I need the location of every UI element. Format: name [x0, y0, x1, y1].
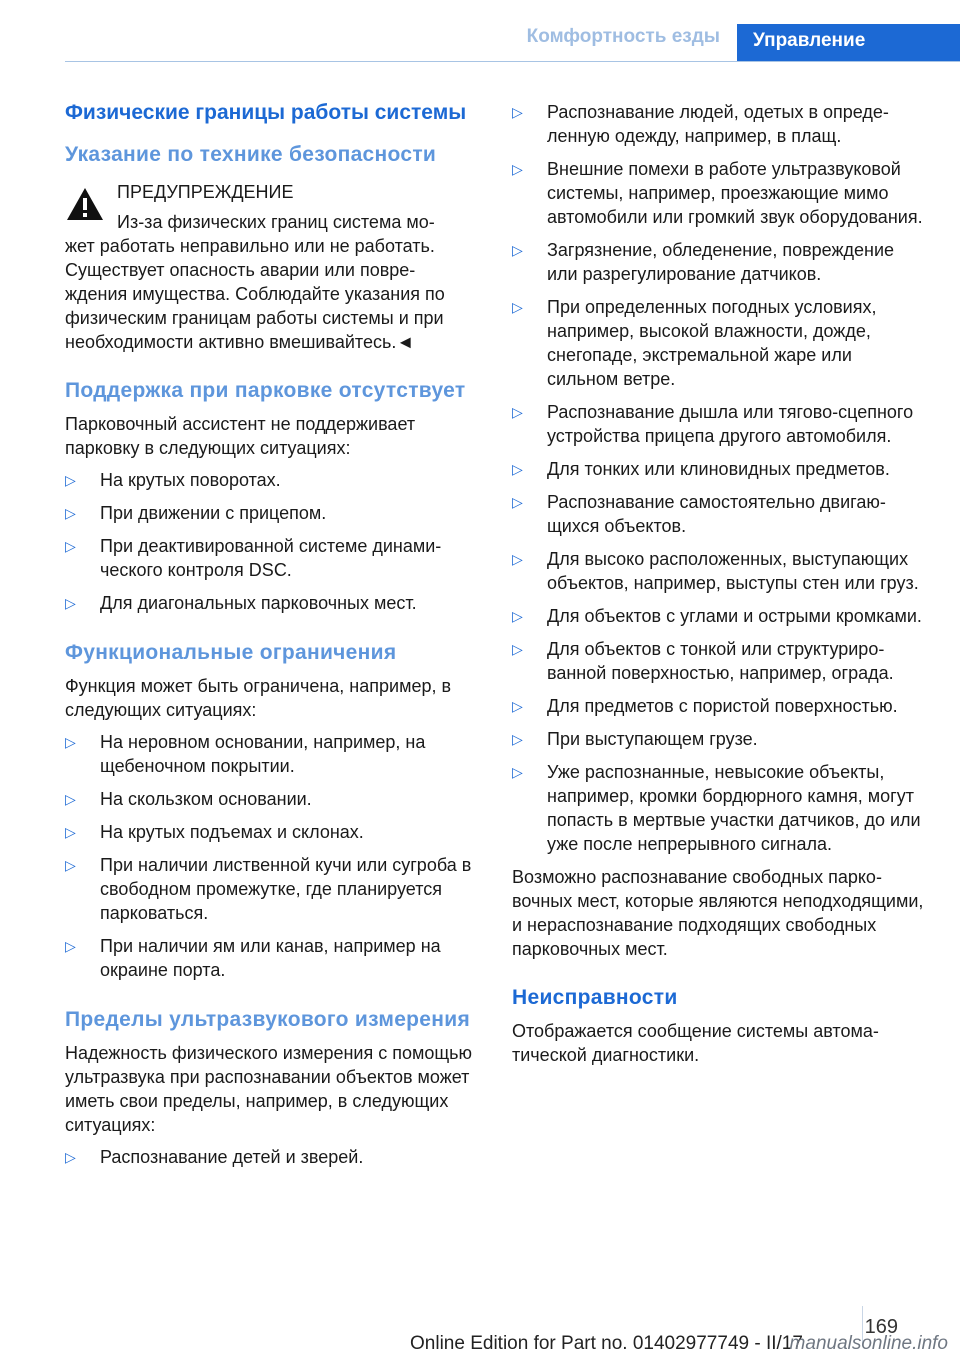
page-number: 169 [864, 1316, 898, 1338]
functional-intro: Функция может быть ограничена, например, в следующих ситуациях: [65, 676, 452, 720]
ultrasonic-intro: Надежность физического измерения с помощью ультразвука при распознавании объектов может иметь свои пределы, например, в следующих ситуациях: [65, 1043, 473, 1135]
warning-line: Из-за физических границ система мо- [117, 212, 435, 232]
list-item: ▷ При выступающем грузе. [512, 729, 758, 749]
functional-list [65, 730, 480, 982]
list-item: ▷ На крутых поворотах. [65, 470, 281, 490]
list-item: ▷ Распознавание детей и зверей. [65, 1147, 364, 1167]
list-item: ▷ На скользком основании. [65, 789, 312, 809]
section-title: Комфортность езды [526, 26, 720, 47]
list-item: ▷ Распознавание самостоятельно двигающихся объектов. [512, 492, 886, 536]
parking-list [65, 468, 480, 615]
list-item: ▷ При наличии ям или канав, например на окраине порта. [65, 936, 441, 980]
list-item: ▷ Загрязнение, обледенение, повреждение или разрегулирование датчиков. [512, 240, 895, 284]
bullet-triangle-icon: ▷ [65, 857, 76, 873]
bullet-triangle-icon: ▷ [512, 608, 523, 624]
bullet-triangle-icon: ▷ [512, 551, 523, 567]
heading-ultrasonic-limits: Пределы ультразвукового измерения [65, 1008, 471, 1031]
list-item: ▷ Для тонких или клиновидных предметов. [512, 459, 890, 479]
list-item: ▷ Уже распознанные, невысокие объекты, например, кромки бордюрного камня, могут попасть в мертвые участки датчиков, до или уже после непрерывного сигнала. [512, 762, 921, 854]
list-item: ▷ На неровном основании, например, на щебеночном покрытии. [65, 732, 426, 776]
list-item: ▷ Распознавание людей, одетых в определенную одежду, например, в плащ. [512, 102, 889, 146]
list-item: ▷ Для предметов с пористой поверхностью. [512, 696, 898, 716]
chapter-tab: Управление [737, 24, 960, 62]
list-item: ▷ При определенных погодных условиях, например, высокой влажности, дожде, снегопаде, экстремальной жаре или сильном ветре. [512, 297, 877, 389]
right-column [512, 100, 927, 1067]
bullet-triangle-icon: ▷ [65, 938, 76, 954]
warning-block [65, 180, 480, 354]
header-rule [65, 61, 960, 62]
bullet-triangle-icon: ▷ [65, 824, 76, 840]
warning-line: Существует опасность аварии или повре- [65, 260, 416, 280]
warning-line: жет работать неправильно или не работать. [65, 236, 435, 256]
bullet-triangle-icon: ▷ [512, 641, 523, 657]
watermark: manualsonline.info [789, 1333, 948, 1354]
page-header [0, 0, 960, 62]
malfunction-text: Отображается сообщение системы автоматической диагностики. [512, 1021, 879, 1065]
heading-malfunctions: Неисправности [512, 986, 678, 1009]
bullet-triangle-icon: ▷ [512, 299, 523, 315]
bullet-triangle-icon: ▷ [512, 242, 523, 258]
ultrasonic-list-continued [512, 100, 927, 856]
bullet-triangle-icon: ▷ [65, 1149, 76, 1165]
warning-line: ждения имущества. Соблюдайте указания по [65, 284, 445, 304]
bullet-triangle-icon: ▷ [512, 104, 523, 120]
warning-line: необходимости активно вмешивайтесь.◄ [65, 332, 415, 352]
bullet-triangle-icon: ▷ [512, 404, 523, 420]
list-item: ▷ При движении с прицепом. [65, 503, 327, 523]
bullet-triangle-icon: ▷ [512, 461, 523, 477]
bullet-triangle-icon: ▷ [512, 698, 523, 714]
list-item: ▷ На крутых подъемах и склонах. [65, 822, 364, 842]
list-item: ▷ Внешние помехи в работе ультразвуковой системы, например, проезжающие мимо автомобили или громкий звук оборудования. [512, 159, 923, 227]
heading-safety: Указание по технике безопасности [65, 143, 437, 166]
edition-line: Online Edition for Part no. 01402977749 - II/17 [410, 1333, 803, 1354]
bullet-triangle-icon: ▷ [512, 731, 523, 747]
list-item: ▷ Для высоко расположенных, выступающих объектов, например, выступы стен или груз. [512, 549, 919, 593]
bullet-triangle-icon: ▷ [65, 538, 76, 554]
warning-label: ПРЕДУПРЕЖДЕНИЕ [117, 182, 294, 202]
warning-triangle-icon [65, 186, 105, 222]
bullet-triangle-icon: ▷ [65, 505, 76, 521]
bullet-triangle-icon: ▷ [65, 595, 76, 611]
ultrasonic-list [65, 1145, 480, 1169]
parking-intro: Парковочный ассистент не поддерживает парковку в следующих ситуациях: [65, 414, 416, 458]
left-column [65, 100, 480, 1178]
list-item: ▷ Для объектов с углами и острыми кромками. [512, 606, 922, 626]
bullet-triangle-icon: ▷ [512, 494, 523, 510]
bullet-triangle-icon: ▷ [65, 472, 76, 488]
list-item: ▷ Распознавание дышла или тягово-сцепного устройства прицепа другого автомобиля. [512, 402, 914, 446]
list-item: ▷ При наличии лиственной кучи или сугроба в свободном промежутке, где планируется парковаться. [65, 855, 472, 923]
list-item: ▷ Для диагональных парковочных мест. [65, 593, 417, 613]
list-item: ▷ Для объектов с тонкой или структурированной поверхностью, например, ограда. [512, 639, 894, 683]
heading-parking-unsupported: Поддержка при парковке отсутствует [65, 379, 466, 402]
warning-line: физическим границам работы системы и при [65, 308, 444, 328]
list-item: ▷ При деактивированной системе динамического контроля DSC. [65, 536, 442, 580]
heading-functional-limits: Функциональные ограничения [65, 641, 397, 664]
bullet-triangle-icon: ▷ [512, 764, 523, 780]
summary-paragraph: Возможно распознавание свободных парковочных мест, которые являются неподходящими, и нераспознавание подходящих свободных парковочных мест. [512, 867, 924, 959]
bullet-triangle-icon: ▷ [65, 791, 76, 807]
bullet-triangle-icon: ▷ [512, 161, 523, 177]
bullet-triangle-icon: ▷ [65, 734, 76, 750]
section-heading-limits: Физические границы работы системы [65, 101, 467, 124]
